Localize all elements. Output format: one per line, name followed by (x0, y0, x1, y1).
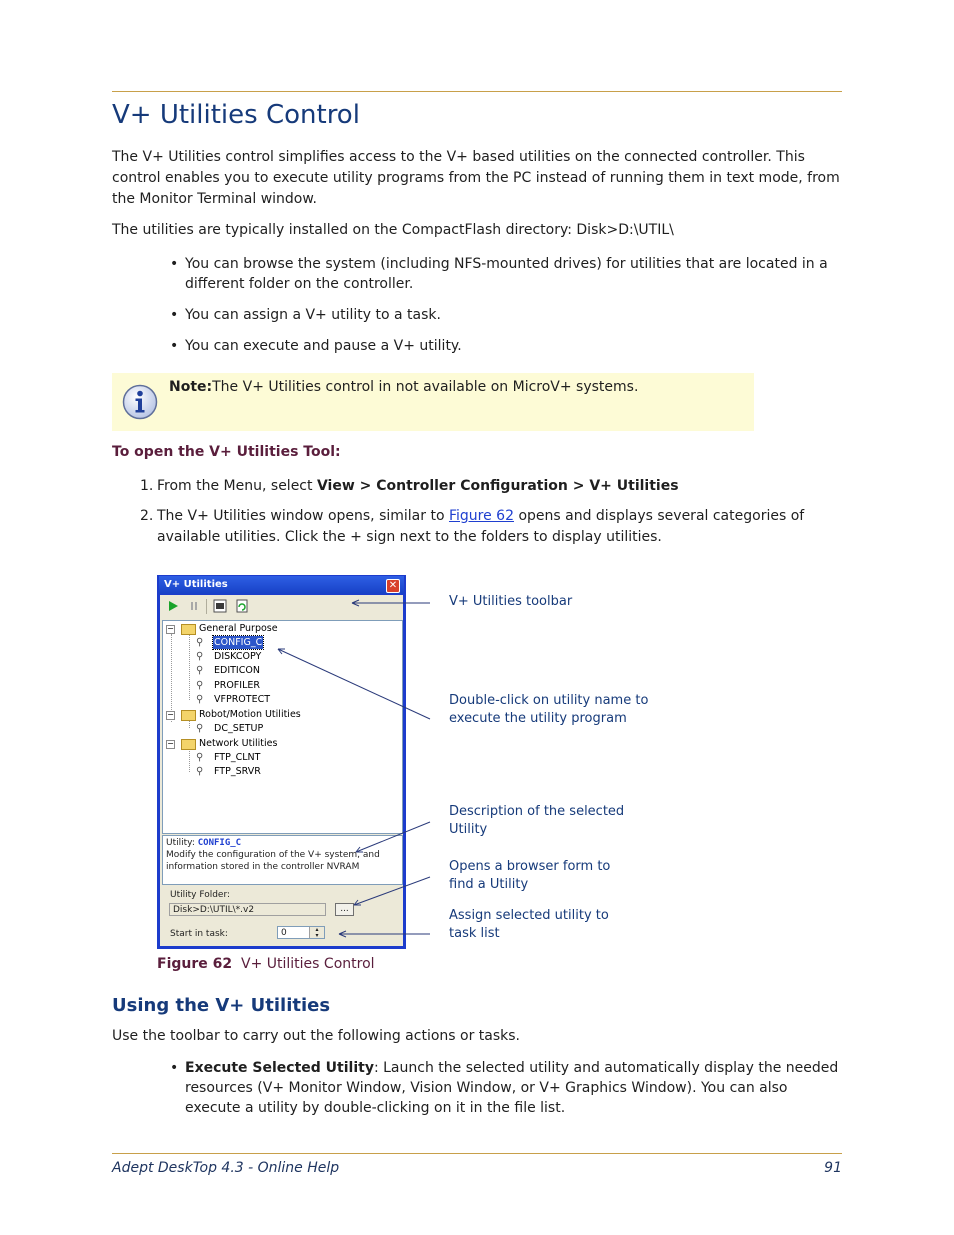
utility-key-icon: ⚲ (196, 723, 204, 734)
step-suffix: opens and displays several categories of available utilities. Click the + sign next to the folders to display utilities. (157, 508, 805, 545)
step-prefix: From the Menu, select (157, 478, 317, 494)
window-titlebar (159, 576, 404, 594)
list-item (168, 1058, 840, 1118)
utilities-tree[interactable] (162, 620, 403, 834)
intro-paragraph: The V+ Utilities control simplifies access to the V+ based utilities on the connected controller. This control enables you to execute utility programs from the PC instead of running them in text mode, from the Monitor Terminal window. (112, 149, 840, 207)
close-button[interactable]: ✕ (386, 579, 400, 593)
section-paragraph: Use the toolbar to carry out the following actions or tasks. (112, 1028, 521, 1044)
utility-name-line (166, 837, 241, 849)
toolbar-actions-list (168, 1058, 840, 1118)
page-title: V+ Utilities Control (112, 100, 360, 130)
figure-link[interactable]: Figure 62 (448, 508, 514, 524)
utility-folder-label: Utility Folder: (170, 890, 231, 900)
utility-key-icon: ⚲ (196, 694, 204, 705)
list-item: • You can execute and pause a V+ utility. (168, 336, 840, 356)
action-description: : Launch the selected utility and automatically display the needed resources (V+ Monitor Window, Vision Window, or V+ Graphics Window). You can also execute a utility by double-clicking on it in the file list. (185, 1060, 839, 1116)
task-number-spinner[interactable] (277, 926, 325, 939)
tree-label: DC_SETUP (214, 723, 264, 734)
utility-label: Utility: (166, 838, 195, 848)
figure-caption (157, 956, 375, 972)
annotation-task: Assign selected utility to task list (449, 908, 609, 941)
step-1 (140, 476, 840, 497)
utilities-toolbar (163, 597, 400, 617)
tree-line (171, 634, 172, 722)
section-heading: Using the V+ Utilities (112, 995, 331, 1016)
step-text (157, 506, 837, 548)
description-line: Modify the configuration of the V+ system, and (166, 850, 380, 860)
annotation-description: Description of the selected Utility (449, 804, 625, 837)
task-number-value: 0 (281, 928, 287, 938)
utility-description-panel (162, 835, 403, 885)
tree-label: EDITICON (214, 665, 260, 676)
spinner-arrows-icon[interactable]: ▴ ▾ (309, 927, 324, 938)
note-text (169, 377, 638, 397)
top-rule (112, 91, 842, 92)
tree-label: VFPROTECT (214, 694, 271, 705)
list-item: • You can browse the system (including NFS-mounted drives) for utilities that are located in a different folder on the controller. (168, 254, 840, 294)
step-number: 2. (140, 508, 154, 524)
execute-icon[interactable] (166, 599, 180, 613)
step-prefix: The V+ Utilities window opens, similar to (157, 508, 449, 524)
annotation-browse: Opens a browser form to find a Utility (449, 859, 611, 892)
step-number: 1. (140, 478, 154, 494)
utility-folder-field[interactable]: Disk>D:\UTIL\*.v2 (169, 903, 326, 916)
note-box (112, 373, 754, 431)
page-number: 91 (824, 1160, 842, 1176)
tree-label: Network Utilities (199, 738, 278, 749)
window-title: V+ Utilities (164, 579, 228, 590)
procedure-heading: To open the V+ Utilities Tool: (112, 444, 341, 460)
collapse-icon[interactable]: − (167, 710, 174, 719)
collapse-icon[interactable]: − (167, 739, 174, 748)
footer-rule (112, 1153, 842, 1154)
utility-key-icon: ⚲ (196, 665, 204, 676)
utility-key-icon: ⚲ (196, 766, 204, 777)
figure-caption-text: V+ Utilities Control (241, 956, 375, 972)
action-name: Execute Selected Utility (185, 1060, 374, 1076)
tree-label: General Purpose (199, 623, 278, 634)
utility-key-icon: ⚲ (196, 637, 204, 648)
menu-path: View > Controller Configuration > V+ Utilities (316, 478, 679, 494)
window-body (160, 595, 403, 946)
step-2 (140, 506, 840, 548)
list-item: • You can assign a V+ utility to a task. (168, 305, 840, 325)
note-label: Note: (169, 379, 213, 395)
utility-key-icon: ⚲ (196, 680, 204, 691)
folder-icon (181, 710, 196, 721)
annotation-toolbar: V+ Utilities toolbar (449, 594, 573, 609)
utility-name: CONFIG_C (197, 838, 242, 848)
figure-label: Figure 62 (157, 956, 233, 972)
tree-line (189, 633, 190, 700)
folder-icon (181, 624, 196, 635)
description-line: information stored in the controller NVRAM (166, 862, 360, 872)
footer-title: Adept DeskTop 4.3 - Online Help (112, 1160, 340, 1176)
annotation-double-click: Double-click on utility name to execute the utility program (449, 693, 649, 726)
capability-list (168, 254, 840, 356)
toolbar-separator (206, 599, 207, 614)
all-utilities-icon[interactable] (213, 599, 227, 613)
utility-key-icon: ⚲ (196, 651, 204, 662)
tree-label: FTP_CLNT (214, 752, 261, 763)
tree-line (189, 747, 190, 772)
tree-label: FTP_SRVR (214, 766, 261, 777)
tree-label: DISKCOPY (214, 651, 262, 662)
tree-label: CONFIG_C (214, 637, 263, 648)
note-message: The V+ Utilities control in not available on MicroV+ systems. (212, 379, 639, 395)
install-location-paragraph: The utilities are typically installed on the CompactFlash directory: Disk>D:\UTIL\ (112, 222, 674, 238)
info-icon (122, 384, 158, 420)
start-in-task-label: Start in task: (170, 929, 228, 939)
step-text (157, 476, 837, 497)
vplus-utilities-window (157, 575, 406, 949)
utility-key-icon: ⚲ (196, 752, 204, 763)
browse-button[interactable]: ... (335, 903, 354, 916)
refresh-icon[interactable] (235, 599, 249, 613)
tree-label: PROFILER (214, 680, 260, 691)
tree-label: Robot/Motion Utilities (199, 709, 301, 720)
pause-icon[interactable] (187, 599, 201, 613)
folder-icon (181, 739, 196, 750)
collapse-icon[interactable]: − (167, 624, 174, 633)
